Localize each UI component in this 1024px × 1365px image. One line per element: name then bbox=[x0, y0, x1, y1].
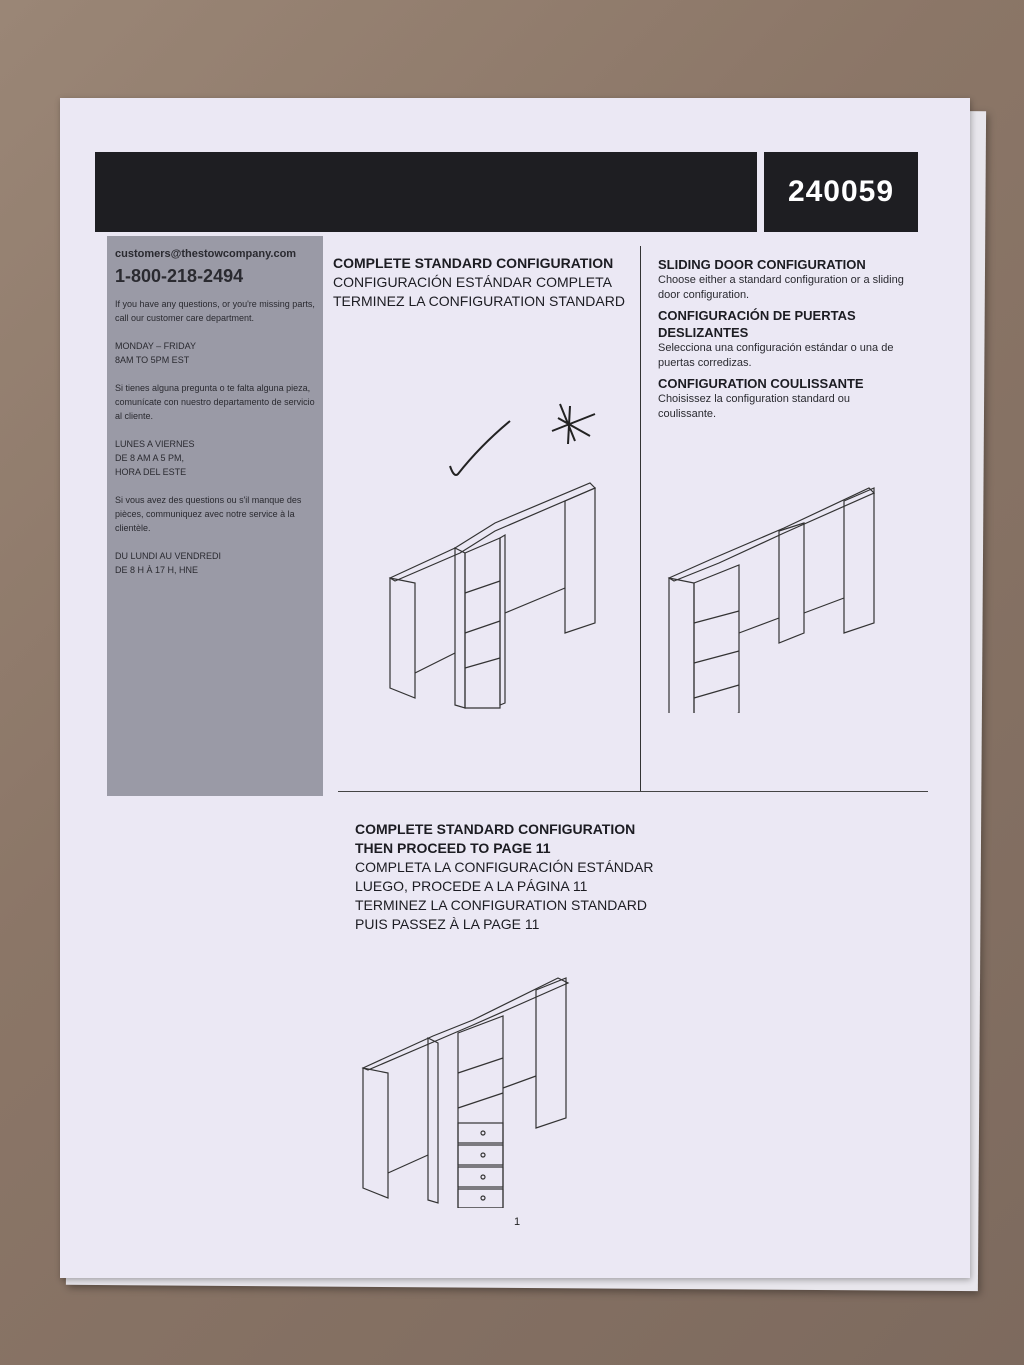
contact-panel bbox=[107, 236, 323, 796]
sliding-text-es: Selecciona una configuración estándar o una de puertas corredizas. bbox=[658, 342, 894, 369]
sliding-title-es: CONFIGURACIÓN DE PUERTAS DESLIZANTES bbox=[658, 308, 856, 340]
contact-phone: 1-800-218-2494 bbox=[115, 266, 244, 286]
sliding-closet-illustration bbox=[664, 473, 884, 713]
column-divider bbox=[640, 246, 641, 791]
contact-hours-es: LUNES A VIERNES DE 8 AM A 5 PM, HORA DEL ESTE bbox=[115, 439, 195, 477]
sliding-title-fr: CONFIGURATION COULISSANTE bbox=[658, 376, 864, 391]
sliding-text-en: Choose either a standard configuration or a sliding door configuration. bbox=[658, 274, 904, 301]
contact-hours-en: MONDAY – FRIDAY 8AM TO 5PM EST bbox=[115, 341, 197, 365]
instruction-page bbox=[60, 98, 970, 1278]
model-number: 240059 bbox=[764, 152, 918, 232]
header-bar bbox=[95, 152, 757, 232]
proceed-line-4: LUEGO, PROCEDE A LA PÁGINA 11 bbox=[355, 878, 588, 894]
section-divider bbox=[338, 791, 928, 792]
proceed-line-2: THEN PROCEED TO PAGE 11 bbox=[355, 840, 551, 856]
sliding-title-en: SLIDING DOOR CONFIGURATION bbox=[658, 257, 866, 272]
contact-hours-fr: DU LUNDI AU VENDREDI DE 8 H À 17 H, HNE bbox=[115, 551, 222, 575]
proceed-line-1: COMPLETE STANDARD CONFIGURATION bbox=[355, 821, 636, 837]
standard-closet-illustration bbox=[385, 473, 605, 713]
contact-text-en: If you have any questions, or you're missing parts, call our customer care department. bbox=[115, 299, 315, 323]
proceed-line-3: COMPLETA LA CONFIGURACIÓN ESTÁNDAR bbox=[355, 859, 654, 875]
standard-config-heading bbox=[333, 254, 625, 311]
contact-text-es: Si tienes alguna pregunta o te falta alguna pieza, comunícate con nuestro departamento de servicio al cliente. bbox=[115, 383, 315, 421]
sliding-config-heading bbox=[658, 256, 908, 426]
proceed-heading bbox=[355, 820, 653, 934]
standard-title-en: COMPLETE STANDARD CONFIGURATION bbox=[333, 255, 614, 271]
contact-text-fr: Si vous avez des questions ou s'il manque des pièces, communiquez avec notre service à la clientèle. bbox=[115, 495, 302, 533]
standard-title-fr: TERMINEZ LA CONFIGURATION STANDARD bbox=[333, 293, 625, 309]
proceed-line-5: TERMINEZ LA CONFIGURATION STANDARD bbox=[355, 897, 647, 913]
contact-email: customers@thestowcompany.com bbox=[115, 248, 297, 260]
drawer-closet-illustration bbox=[358, 958, 578, 1208]
page-number: 1 bbox=[514, 1216, 521, 1228]
standard-title-es: CONFIGURACIÓN ESTÁNDAR COMPLETA bbox=[333, 274, 612, 290]
sliding-text-fr: Choisissez la configuration standard ou coulissante. bbox=[658, 393, 851, 420]
proceed-line-6: PUIS PASSEZ À LA PAGE 11 bbox=[355, 916, 540, 932]
